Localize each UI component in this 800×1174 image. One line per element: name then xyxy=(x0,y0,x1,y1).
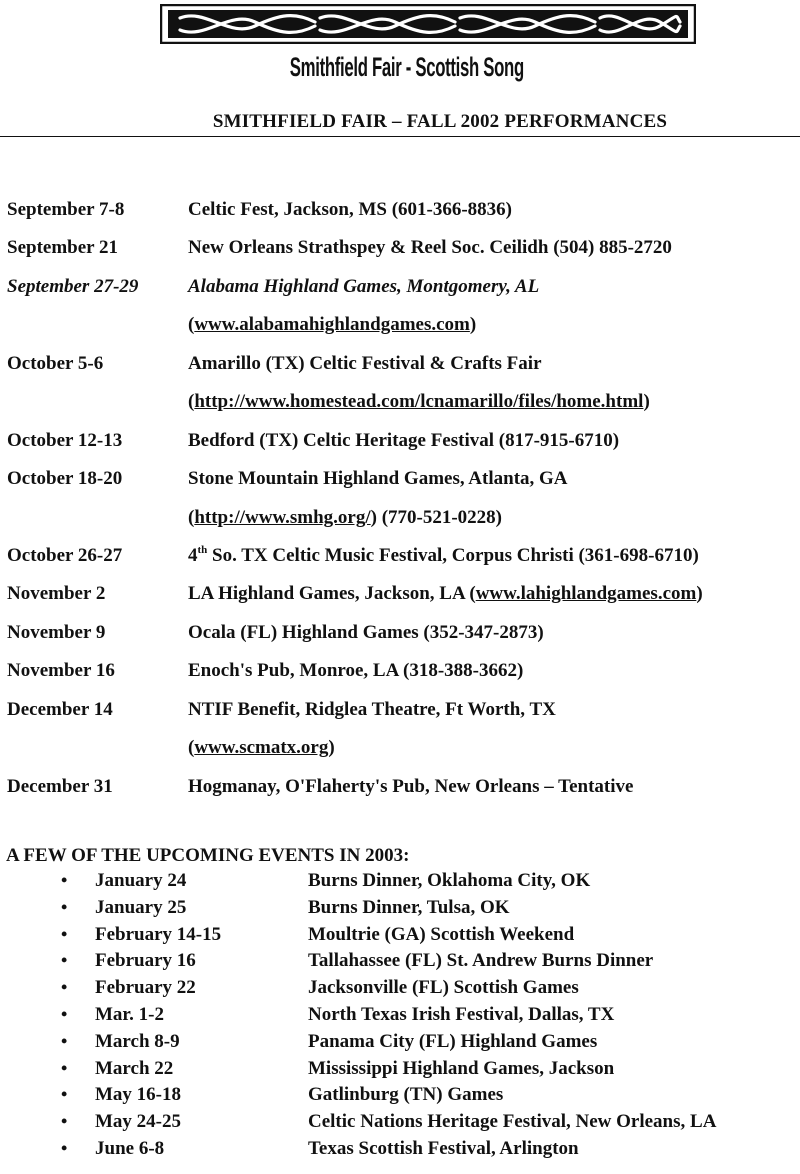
bullet-icon: • xyxy=(61,1084,68,1105)
performance-event: (www.alabamahighlandgames.com) xyxy=(188,314,477,336)
performance-date: October 12-13 xyxy=(7,429,123,451)
performance-row xyxy=(0,770,800,808)
bullet-icon: • xyxy=(61,1003,68,1024)
upcoming-event: Celtic Nations Heritage Festival, New Orleans, LA xyxy=(308,1111,717,1133)
bullet-icon: • xyxy=(61,923,68,944)
performance-row xyxy=(0,693,800,731)
list-item xyxy=(0,1136,800,1163)
performance-row xyxy=(0,616,800,654)
bullet-icon: • xyxy=(61,950,68,971)
performance-date: October 26-27 xyxy=(7,544,123,566)
upcoming-event: Jacksonville (FL) Scottish Games xyxy=(308,977,579,999)
celtic-knotwork-banner-icon xyxy=(160,4,696,44)
divider xyxy=(0,136,800,137)
upcoming-event: Panama City (FL) Highland Games xyxy=(308,1030,598,1052)
list-item xyxy=(0,868,800,895)
performance-date: October 18-20 xyxy=(7,468,123,490)
performance-event: Alabama Highland Games, Montgomery, AL xyxy=(188,275,540,297)
upcoming-date: January 24 xyxy=(95,870,187,891)
performance-event: NTIF Benefit, Ridglea Theatre, Ft Worth, TX xyxy=(188,698,556,720)
bullet-icon: • xyxy=(61,1030,68,1051)
event-link[interactable]: www.alabamahighlandgames.com xyxy=(194,314,470,336)
performance-row xyxy=(0,193,800,231)
performance-event: LA Highland Games, Jackson, LA (www.lahighlandgames.com) xyxy=(188,583,703,605)
list-item xyxy=(0,1109,800,1136)
performance-date: November 2 xyxy=(7,583,106,605)
performance-date: December 31 xyxy=(7,775,113,797)
upcoming-event: Gatlinburg (TN) Games xyxy=(308,1084,504,1106)
list-item xyxy=(0,1002,800,1029)
bullet-icon: • xyxy=(61,870,68,890)
performance-row xyxy=(0,231,800,269)
list-item xyxy=(0,1056,800,1083)
upcoming-events-list xyxy=(0,868,800,1163)
upcoming-date: June 6-8 xyxy=(95,1137,165,1159)
upcoming-event: Burns Dinner, Oklahoma City, OK xyxy=(308,870,591,891)
performance-date: November 9 xyxy=(7,621,106,643)
performance-row xyxy=(0,270,800,308)
performance-event xyxy=(188,545,699,567)
performance-date: September 27-29 xyxy=(7,275,139,297)
ordinal-number: 4 xyxy=(188,544,198,566)
performance-event: Ocala (FL) Highland Games (352-347-2873) xyxy=(188,621,544,643)
performance-date: October 5-6 xyxy=(7,352,104,374)
list-item xyxy=(0,1029,800,1056)
bullet-icon: • xyxy=(61,1111,68,1132)
list-item xyxy=(0,895,800,922)
upcoming-event: Moultrie (GA) Scottish Weekend xyxy=(308,923,575,945)
performance-event: (http://www.homestead.com/lcnamarillo/files/home.html) xyxy=(188,391,650,413)
document-subtitle: Smithfield Fair - Scottish Song xyxy=(289,52,524,82)
bullet-icon: • xyxy=(61,1057,68,1078)
upcoming-date: January 25 xyxy=(95,896,187,918)
performance-event: (www.scmatx.org) xyxy=(188,737,335,759)
performance-event: (http://www.smhg.org/) (770-521-0228) xyxy=(188,506,503,528)
upcoming-event: Texas Scottish Festival, Arlington xyxy=(308,1137,579,1159)
ordinal-suffix: th xyxy=(197,543,208,556)
upcoming-date: February 22 xyxy=(95,977,196,999)
event-link[interactable]: www.scmatx.org xyxy=(194,737,329,759)
event-link[interactable]: www.lahighlandgames.com xyxy=(475,583,697,605)
list-item xyxy=(0,948,800,975)
bullet-icon: • xyxy=(61,977,68,998)
performance-list xyxy=(0,193,800,808)
performance-row xyxy=(0,385,800,423)
upcoming-events-heading: A FEW OF THE UPCOMING EVENTS IN 2003: xyxy=(6,845,410,866)
performance-event: Stone Mountain Highland Games, Atlanta, GA xyxy=(188,468,568,490)
performance-event: Celtic Fest, Jackson, MS (601-366-8836) xyxy=(188,199,513,220)
performance-event: Enoch's Pub, Monroe, LA (318-388-3662) xyxy=(188,660,524,682)
performance-date: November 16 xyxy=(7,660,115,682)
performance-date: December 14 xyxy=(7,698,113,720)
performance-row xyxy=(0,654,800,692)
upcoming-date: February 16 xyxy=(95,950,196,972)
performance-event-text: So. TX Celtic Music Festival, Corpus Christi (361-698-6710) xyxy=(207,544,699,566)
list-item xyxy=(0,1082,800,1109)
performance-row xyxy=(0,539,800,577)
upcoming-event: Mississippi Highland Games, Jackson xyxy=(308,1057,615,1079)
upcoming-date: Mar. 1-2 xyxy=(95,1003,164,1025)
performance-row xyxy=(0,731,800,769)
performance-date: September 21 xyxy=(7,237,118,259)
performance-event: Hogmanay, O'Flaherty's Pub, New Orleans – Tentative xyxy=(188,775,634,797)
performance-row xyxy=(0,462,800,500)
upcoming-date: February 14-15 xyxy=(95,923,222,945)
performance-event: New Orleans Strathspey & Reel Soc. Ceilidh (504) 885-2720 xyxy=(188,237,672,259)
upcoming-event: Burns Dinner, Tulsa, OK xyxy=(308,896,510,918)
upcoming-date: March 22 xyxy=(95,1057,174,1079)
upcoming-date: May 24-25 xyxy=(95,1111,182,1133)
bullet-icon: • xyxy=(61,896,68,917)
performance-row xyxy=(0,424,800,462)
upcoming-date: May 16-18 xyxy=(95,1084,182,1106)
performance-event: Bedford (TX) Celtic Heritage Festival (817-915-6710) xyxy=(188,429,620,451)
performance-row xyxy=(0,501,800,539)
upcoming-event: Tallahassee (FL) St. Andrew Burns Dinner xyxy=(308,950,654,972)
upcoming-event: North Texas Irish Festival, Dallas, TX xyxy=(308,1003,615,1025)
upcoming-date: March 8-9 xyxy=(95,1030,180,1052)
performance-row xyxy=(0,347,800,385)
performance-date: September 7-8 xyxy=(7,199,125,220)
performance-row xyxy=(0,577,800,615)
bullet-icon: • xyxy=(61,1137,68,1158)
list-item xyxy=(0,922,800,949)
page-title: SMITHFIELD FAIR – FALL 2002 PERFORMANCES xyxy=(212,111,668,132)
performance-row xyxy=(0,308,800,346)
event-link[interactable]: http://www.smhg.org/ xyxy=(194,506,371,528)
event-link[interactable]: http://www.homestead.com/lcnamarillo/files/home.html xyxy=(194,391,644,413)
list-item xyxy=(0,975,800,1002)
performance-event: Amarillo (TX) Celtic Festival & Crafts Fair xyxy=(188,352,542,374)
